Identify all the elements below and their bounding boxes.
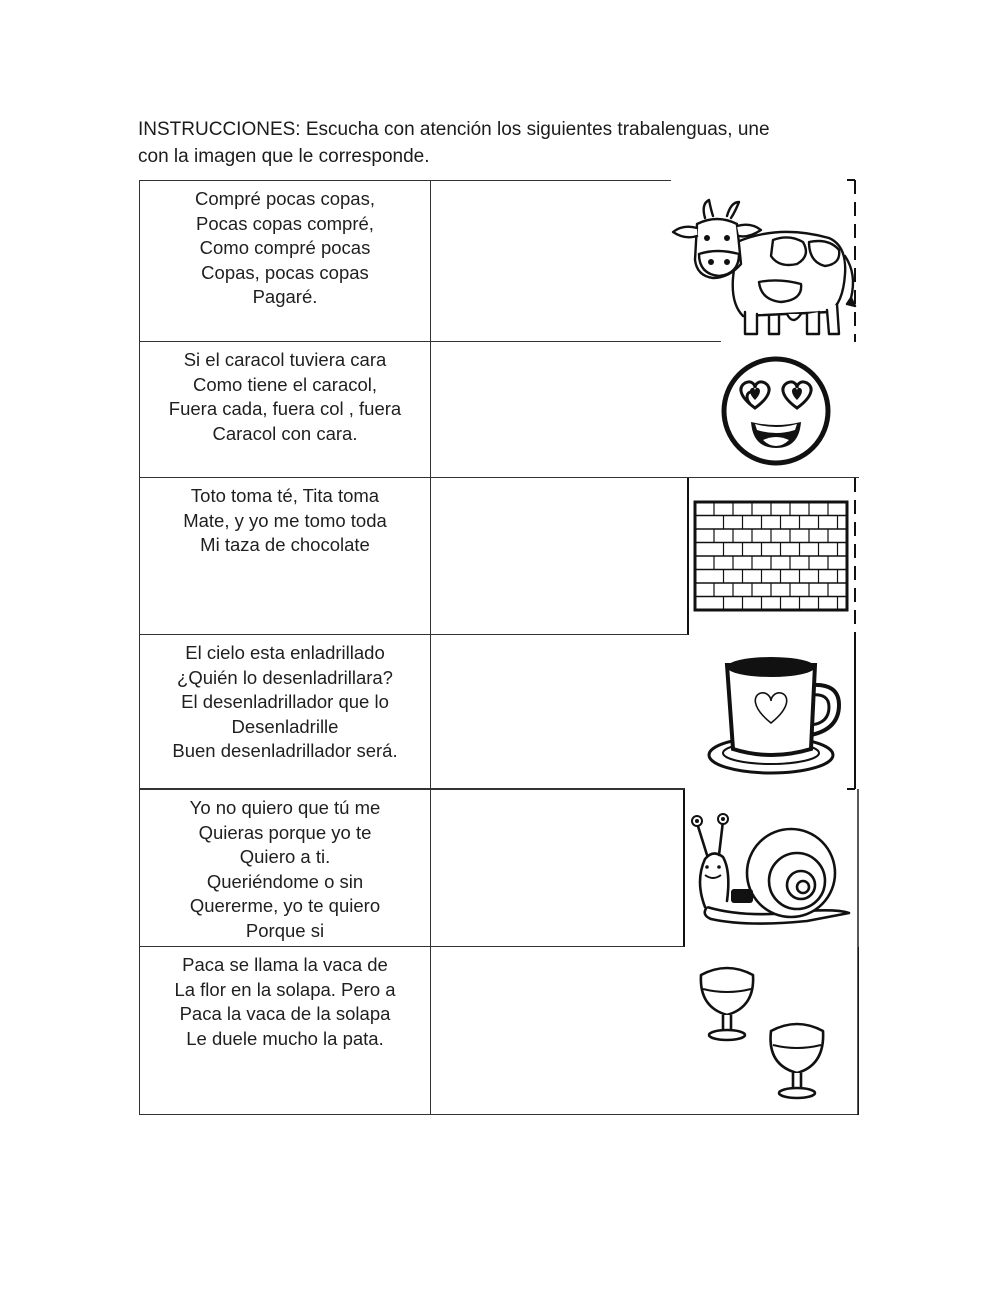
answer-cell[interactable] [431, 789, 685, 947]
twister-line: Mate, y yo me tomo toda [183, 509, 387, 531]
twister-line: Fuera cada, fuera col , fuera [168, 398, 402, 419]
instructions-line-2: con la imagen que le corresponde. [138, 146, 430, 167]
table-row [139, 789, 859, 947]
twister-line: Paca la vaca de la solapa [179, 1003, 391, 1024]
twister-line: ¿Quién lo desenladrillara? [177, 666, 393, 688]
twister-line: El cielo esta enladrillado [185, 642, 385, 663]
twister-line: Queriéndome o sin [206, 870, 364, 892]
twister-line: Si el caracol tuviera cara [183, 349, 387, 370]
twister-line: Yo no quiero que tú me [189, 797, 381, 818]
twister-line: El desenladrillador que lo [181, 691, 389, 712]
twister-cell [139, 478, 431, 635]
table-row [139, 180, 859, 342]
twister-cell [139, 635, 431, 789]
twister-line: Le duele mucho la pata. [186, 1027, 384, 1049]
matching-table [139, 180, 859, 1116]
cow-icon[interactable] [669, 194, 859, 344]
twister-line: Pocas copas compré, [196, 212, 374, 234]
heart-eyes-face-icon[interactable] [721, 356, 831, 466]
twister-line: Buen desenladrillador será. [172, 740, 398, 761]
answer-cell[interactable] [431, 478, 689, 635]
twister-line: Caracol con cara. [212, 422, 358, 444]
twister-cell [139, 342, 431, 478]
twister-line: Mi taza de chocolate [200, 534, 370, 555]
twister-line: Quieras porque yo te [198, 821, 372, 843]
wine-glasses-icon[interactable] [691, 953, 837, 1109]
table-row [139, 947, 859, 1115]
table-row [139, 635, 859, 789]
twister-line: Desenladrille [231, 715, 339, 737]
twister-line: Paca se llama la vaca de [182, 954, 388, 975]
twister-cell [139, 180, 431, 342]
twister-line: Toto toma té, Tita toma [190, 485, 380, 506]
snail-icon[interactable] [687, 811, 853, 931]
twister-line: Porque si [245, 919, 325, 941]
twister-line: Quererme, yo te quiero [189, 895, 381, 916]
instructions-line-1: INSTRUCCIONES: Escucha con atención los siguientes trabalenguas, une [138, 119, 770, 140]
twister-line: Compré pocas copas, [195, 188, 375, 209]
twister-line: Como compré pocas [199, 237, 371, 258]
twister-line: Quiero a ti. [239, 846, 331, 867]
table-row [139, 342, 859, 478]
twister-cell [139, 789, 431, 947]
twister-line: La flor en la solapa. Pero a [174, 978, 396, 1000]
mug-icon[interactable] [707, 645, 843, 781]
right-edge-lines [845, 180, 859, 1116]
brick-wall-icon[interactable] [693, 500, 849, 612]
twister-cell [139, 947, 431, 1115]
instructions [138, 116, 858, 170]
answer-cell[interactable] [431, 635, 685, 789]
twister-line: Como tiene el caracol, [192, 373, 378, 395]
table-row [139, 478, 859, 635]
twister-line: Copas, pocas copas [201, 261, 369, 283]
twister-line: Pagaré. [252, 286, 318, 307]
